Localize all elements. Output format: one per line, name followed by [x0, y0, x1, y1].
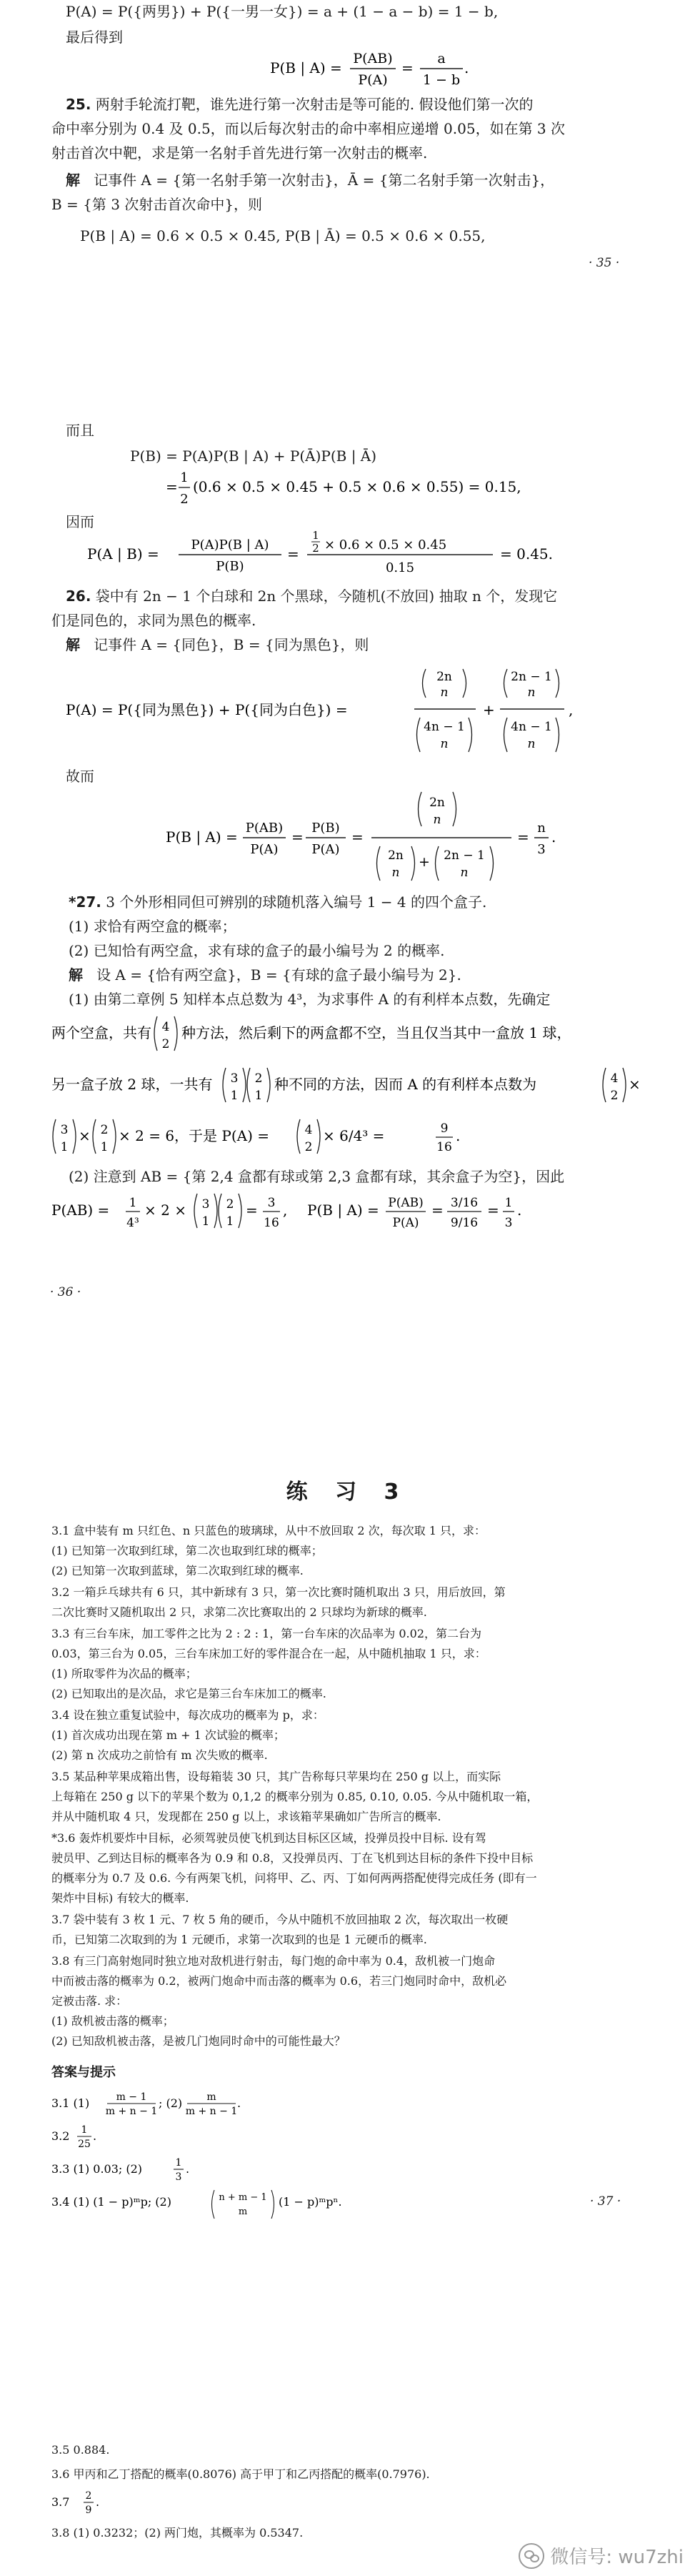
- svg-text:2n − 1: 2n − 1: [444, 848, 485, 863]
- formula-pba: [0, 46, 695, 91]
- svg-text:1: 1: [129, 1196, 137, 1210]
- formula-text: 1: [180, 470, 189, 485]
- answer-text: .: [186, 2162, 190, 2176]
- svg-text:2: 2: [161, 1037, 170, 1051]
- text-line: P(A) = P({两男}) + P({一男一女}) = a + (1 − a − b) = 1 − b,: [66, 3, 499, 20]
- text-line: 因而: [66, 513, 94, 530]
- answer-3-7: [0, 2486, 286, 2522]
- answer-text: 9: [85, 2505, 92, 2516]
- formula-text: .: [464, 59, 469, 76]
- formula-q26-pa: [0, 658, 695, 765]
- formula-text: P(B): [311, 821, 340, 836]
- formula-line: P(B | A) = 0.6 × 0.5 × 0.45, P(B | Ā) = 0.5 × 0.6 × 0.55,: [80, 227, 486, 244]
- answer-text: .: [96, 2495, 100, 2509]
- formula-text: 9: [440, 1121, 449, 1136]
- text-line: 设 A = {恰有两空盒}，B = {有球的盒子最小编号为 2}.: [96, 966, 461, 984]
- text-line: 3 个外形相同但可辨别的球随机落入编号 1 − 4 的四个盒子.: [106, 893, 487, 911]
- exercise-line: 定被击落. 求：: [51, 1994, 128, 2008]
- svg-text:1: 1: [230, 1089, 239, 1103]
- formula-text: =: [166, 478, 178, 495]
- svg-text:,: ,: [283, 1202, 288, 1219]
- formula-text: P(B | A) =: [270, 59, 342, 76]
- page-36: [0, 422, 695, 1372]
- text-line: 命中率分别为 0.4 及 0.5，而以后每次射击的命中率相应递增 0.05，如在第 3 次: [51, 120, 566, 137]
- formula-text: =: [351, 828, 364, 846]
- svg-text:2: 2: [100, 1123, 109, 1137]
- exercise-line: (1) 敌机被击落的概率；: [51, 2014, 174, 2028]
- question-number: 25.: [66, 96, 91, 113]
- formula-text: 1 − b: [422, 72, 461, 88]
- svg-text:n: n: [527, 737, 536, 751]
- svg-text:n: n: [440, 685, 449, 700]
- exercise-line: (1) 已知第一次取到红球，第二次也取到红球的概率；: [51, 1544, 323, 1557]
- formula-text: 0.15: [385, 560, 415, 575]
- formula-text: 2: [312, 542, 319, 555]
- formula-text: =: [401, 59, 414, 76]
- exercise-line: (2) 已知敌机被击落，是被几门炮同时命中的可能性最大？: [51, 2034, 346, 2048]
- answer-text: 3: [175, 2171, 182, 2183]
- formula-q26-pba: [0, 783, 695, 891]
- solution-label: 解: [69, 966, 83, 984]
- formula-text: 种方法，然后剩下的两盒都不空，当且仅当其中一盒放 1 球，: [181, 1024, 571, 1041]
- text-line: 射击首次中靶，求是第一名射手首先进行第一次射击的概率.: [51, 144, 428, 162]
- answer-text: m: [206, 2091, 216, 2103]
- formula-text: n: [537, 821, 546, 836]
- question-number: 26.: [66, 588, 91, 605]
- watermark-text: 微信号: wu7zhi: [550, 2547, 684, 2568]
- formula-text: P(AB): [388, 1196, 424, 1210]
- svg-text:4n − 1: 4n − 1: [424, 720, 465, 734]
- page-number: · 36 ·: [50, 1285, 81, 1299]
- formula-text: P(A) = P({同为黑色}) + P({同为白色}) =: [66, 701, 348, 718]
- svg-text:4n − 1: 4n − 1: [511, 720, 552, 734]
- answer-text: n + m − 1: [219, 2192, 267, 2203]
- formula-text: 种不同的方法，因而 A 的有利样本点数为: [274, 1076, 537, 1093]
- page-number: · 35 ·: [589, 256, 620, 270]
- svg-text:3: 3: [267, 1196, 276, 1210]
- exercise-line: 中而被击落的概率为 0.2，被两门炮命中而击落的概率为 0.6，若三门炮同时命中，敌机必: [51, 1974, 507, 1988]
- answer-text: ; (2): [159, 2096, 183, 2110]
- answer-text: 25: [78, 2139, 91, 2150]
- page-number: · 37 ·: [590, 2194, 621, 2209]
- text-line: (2) 注意到 AB = {第 2,4 盒都有球或第 2,3 盒都有球，其余盒子为空}，因此: [69, 1168, 565, 1185]
- svg-text:3: 3: [201, 1197, 210, 1212]
- svg-text:2: 2: [304, 1140, 313, 1154]
- svg-text:=: =: [487, 1202, 499, 1219]
- exercise-line: (1) 首次成功出现在第 m + 1 次试验的概率；: [51, 1728, 285, 1742]
- question-number: *27.: [69, 893, 101, 911]
- wechat-icon: [519, 2543, 544, 2569]
- svg-text:4³: 4³: [126, 1216, 139, 1230]
- page-37: [0, 1480, 695, 2223]
- svg-text:+: +: [483, 701, 495, 718]
- svg-text:4: 4: [610, 1071, 619, 1086]
- formula-text: 两个空盒，共有: [51, 1024, 151, 1041]
- svg-text:n: n: [433, 813, 441, 827]
- svg-text:×: ×: [79, 1127, 91, 1144]
- exercise-line: 的概率分为 0.7 及 0.6. 今有两架飞机，问将甲、乙、丙、丁如何两两搭配使得完成任务 (即有一: [51, 1871, 537, 1885]
- svg-text:2: 2: [226, 1197, 234, 1212]
- formula-text: 另一盒子放 2 球，一共有: [51, 1076, 213, 1093]
- svg-text:1: 1: [100, 1140, 109, 1154]
- answer-text: 3.1 (1): [51, 2096, 90, 2110]
- svg-text:=: =: [517, 828, 529, 846]
- svg-text:1: 1: [226, 1214, 234, 1229]
- svg-text:1: 1: [60, 1140, 69, 1154]
- formula-text: 2: [180, 492, 189, 507]
- svg-text:=: =: [431, 1202, 444, 1219]
- formula-text: P(AB): [245, 821, 284, 836]
- formula-text: P(A | B) =: [87, 545, 159, 563]
- svg-text:=: =: [291, 828, 304, 846]
- exercise-line: 并从中随机取 4 只，发现都在 250 g 以上，求该箱苹果确如广告所言的概率.: [51, 1810, 441, 1823]
- formula-line: [0, 1187, 695, 1237]
- exercise-line: 3.2 一箱乒乓球共有 6 只，其中新球有 3 只，第一次比赛时随机取出 3 只，用后放回，第: [51, 1585, 506, 1599]
- answer-text: 3.4 (1) (1 − p)ᵐp; (2): [51, 2195, 171, 2209]
- formula-text: (0.6 × 0.5 × 0.45 + 0.5 × 0.6 × 0.55) = 0.15,: [193, 478, 521, 495]
- svg-text:.: .: [456, 1127, 461, 1144]
- answer-line: 3.6 甲丙和乙丁搭配的概率(0.8076) 高于甲丁和乙丙搭配的概率(0.7976).: [51, 2467, 430, 2481]
- text-line: (1) 由第二章例 5 知样本点总数为 4³，为求事件 A 的有利样本点数，先确定: [69, 991, 551, 1008]
- formula-text: P(B): [216, 559, 244, 574]
- answer-line: 3.5 0.884.: [51, 2443, 110, 2457]
- formula-text: × 2 = 6，于是 P(A) =: [119, 1127, 270, 1144]
- svg-text:+: +: [419, 854, 430, 870]
- exercise-line: 驶员甲、乙到达目标的概率各为 0.9 和 0.8，又投弹员丙、丁在飞机到达目标的条件下投中目标: [51, 1851, 534, 1865]
- formula-text: P(AB): [353, 51, 393, 66]
- svg-text:n: n: [440, 737, 449, 751]
- solution-label: 解: [66, 636, 80, 653]
- formula-text: × 0.6 × 0.5 × 0.45: [324, 538, 447, 553]
- answer-text: m + n − 1: [105, 2106, 158, 2117]
- svg-text:3: 3: [60, 1123, 69, 1137]
- exercise-line: (2) 已知第一次取到蓝球，第二次取到红球的概率.: [51, 1564, 304, 1577]
- answer-text: 3.2: [51, 2129, 70, 2143]
- formula-text: a: [437, 51, 446, 66]
- svg-text:2: 2: [254, 1071, 263, 1086]
- formula-text: P(A): [392, 1216, 419, 1230]
- answer-text: m: [238, 2206, 248, 2217]
- formula-text: P(A): [311, 842, 340, 857]
- svg-text:,: ,: [569, 701, 574, 718]
- svg-text:4: 4: [161, 1020, 170, 1034]
- svg-text:n: n: [460, 866, 469, 880]
- text-line: 袋中有 2n − 1 个白球和 2n 个黑球，今随机(不放回) 抽取 n 个，发现它: [95, 588, 558, 605]
- svg-text:3: 3: [230, 1071, 239, 1086]
- answer-text: 2: [85, 2490, 92, 2502]
- exercise-line: (1) 所取零件为次品的概率；: [51, 1667, 197, 1680]
- svg-text:2n: 2n: [436, 670, 452, 684]
- svg-text:1: 1: [254, 1089, 263, 1103]
- answer-text: .: [93, 2129, 97, 2143]
- text-line: 最后得到: [66, 29, 123, 46]
- formula-text: P(A): [358, 72, 388, 88]
- formula-pb: [0, 466, 695, 509]
- formula-line: [0, 1061, 695, 1111]
- answer-text: m − 1: [116, 2091, 147, 2103]
- formula-text: ×: [629, 1076, 641, 1093]
- answer-text: 3.3 (1) 0.03; (2): [51, 2162, 143, 2176]
- formula-text: 3: [504, 1216, 513, 1230]
- answer-text: 3.7: [51, 2495, 70, 2509]
- solution-label: 解: [66, 172, 80, 189]
- exercise-line: (2) 已知取出的是次品，求它是第三台车床加工的概率.: [51, 1687, 326, 1700]
- formula-text: P(AB) =: [51, 1202, 110, 1219]
- answer-text: .: [237, 2096, 241, 2110]
- svg-text:2n: 2n: [388, 848, 404, 863]
- answer-text: 1: [81, 2124, 88, 2136]
- answer-text: m + n − 1: [185, 2106, 238, 2117]
- text-line: 记事件 A = {同色}，B = {同为黑色}，则: [94, 636, 369, 653]
- exercise-line: 架炸中目标) 有较大的概率.: [51, 1891, 189, 1905]
- formula-text: 9/16: [450, 1216, 479, 1230]
- answers-heading: 答案与提示: [51, 2065, 116, 2080]
- text-line: 记事件 A = {第一名射手第一次射击}，Ā = {第二名射手第一次射击}，: [94, 172, 555, 189]
- formula-text: 1: [504, 1196, 513, 1210]
- exercise-line: 上每箱在 250 g 以下的苹果个数为 0,1,2 的概率分别为 0.85, 0.10, 0.05. 今从中随机取一箱，: [51, 1790, 539, 1803]
- svg-text:2: 2: [610, 1089, 619, 1103]
- formula-text: 3/16: [450, 1196, 479, 1210]
- formula-text: =: [287, 545, 299, 563]
- text-line: B = {第 3 次射击首次命中}，则: [51, 196, 263, 213]
- text-line: (2) 已知恰有两空盒，求有球的盒子的最小编号为 2 的概率.: [69, 942, 445, 959]
- text-line: 而且: [66, 422, 94, 439]
- svg-text:2n − 1: 2n − 1: [511, 670, 552, 684]
- formula-text: 1: [312, 529, 319, 542]
- svg-text:2n: 2n: [429, 796, 445, 810]
- exercise-line: *3.6 轰炸机要炸中目标，必须驾驶员使飞机到达目标区区域，投弹员投中目标. 设有驾: [51, 1831, 486, 1845]
- exercise-line: 3.4 设在独立重复试验中，每次成功的概率为 p，求：: [51, 1708, 324, 1722]
- exercise-line: 3.5 某品种苹果成箱出售，设每箱装 30 只，其广告称每只苹果均在 250 g 以上，而实际: [51, 1770, 501, 1783]
- section-title: 练 习 3: [286, 1480, 409, 1505]
- formula-text: 3: [537, 842, 546, 857]
- svg-text:n: n: [391, 866, 400, 880]
- watermark: [519, 2542, 684, 2569]
- formula-line: [0, 1009, 695, 1059]
- formula-text: × 6/4³ =: [323, 1127, 385, 1144]
- text-line: (1) 求恰有两空盒的概率；: [69, 918, 236, 935]
- page-38: [0, 2423, 695, 2576]
- formula-text: 16: [436, 1140, 452, 1154]
- page-35: [0, 0, 695, 307]
- svg-text:4: 4: [304, 1123, 313, 1137]
- answer-text: (1 − p)ᵐpⁿ.: [279, 2195, 342, 2209]
- formula-line: P(B) = P(A)P(B | A) + P(Ā)P(B | Ā): [130, 447, 377, 465]
- exercise-line: 0.03，第三台为 0.05，三台车床加工好的零件混合在一起，从中随机抽取 1 只，求：: [51, 1647, 486, 1660]
- exercise-line: 3.8 有三门高射炮同时独立地对敌机进行射击，每门炮的命中率为 0.4，敌机被一门炮命: [51, 1954, 496, 1968]
- answer-line: 3.8 (1) 0.3232；(2) 两门炮，其概率为 0.5347.: [51, 2526, 304, 2540]
- formula-text: P(A): [250, 842, 279, 857]
- exercise-line: (2) 第 n 次成功之前恰有 m 次失败的概率.: [51, 1748, 268, 1762]
- formula-text: P(B | A) =: [307, 1202, 379, 1219]
- text-line: 故而: [66, 768, 94, 785]
- svg-text:.: .: [517, 1202, 522, 1219]
- exercise-line: 币，已知第二次取到的为 1 元硬币，求第一次取到的也是 1 元硬币的概率.: [51, 1933, 427, 1946]
- formula-line: [0, 1112, 695, 1162]
- svg-text:n: n: [527, 685, 536, 700]
- exercise-line: 3.7 袋中装有 3 枚 1 元、7 枚 5 角的硬币，今从中随机不放回抽取 2 次，每次取出一枚硬: [51, 1913, 509, 1926]
- formula-text: =: [246, 1202, 258, 1219]
- exercise-line: 二次比赛时又随机取出 2 只，求第二次比赛取出的 2 只球均为新球的概率.: [51, 1605, 427, 1619]
- formula-text: P(A)P(B | A): [191, 538, 269, 553]
- answer-text: 1: [175, 2157, 182, 2169]
- svg-text:16: 16: [264, 1216, 279, 1230]
- text-line: 两射手轮流打靶，谁先进行第一次射击是等可能的. 假设他们第一次的: [95, 96, 534, 113]
- svg-text:.: .: [551, 828, 556, 846]
- formula-pab: [0, 529, 695, 583]
- exercise-line: 3.1 盒中装有 m 只红色、n 只蓝色的玻璃球，从中不放回取 2 次，每次取 1 只，求：: [51, 1524, 486, 1537]
- formula-text: P(B | A) =: [166, 828, 238, 846]
- formula-text: × 2 ×: [144, 1202, 186, 1219]
- svg-text:1: 1: [201, 1214, 210, 1229]
- exercise-line: 3.3 有三台车床，加工零件之比为 2 : 2 : 1，第一台车床的次品率为 0.02，第二台为: [51, 1627, 481, 1640]
- formula-text: = 0.45.: [500, 545, 554, 563]
- text-line: 们是同色的，求同为黑色的概率.: [51, 612, 256, 629]
